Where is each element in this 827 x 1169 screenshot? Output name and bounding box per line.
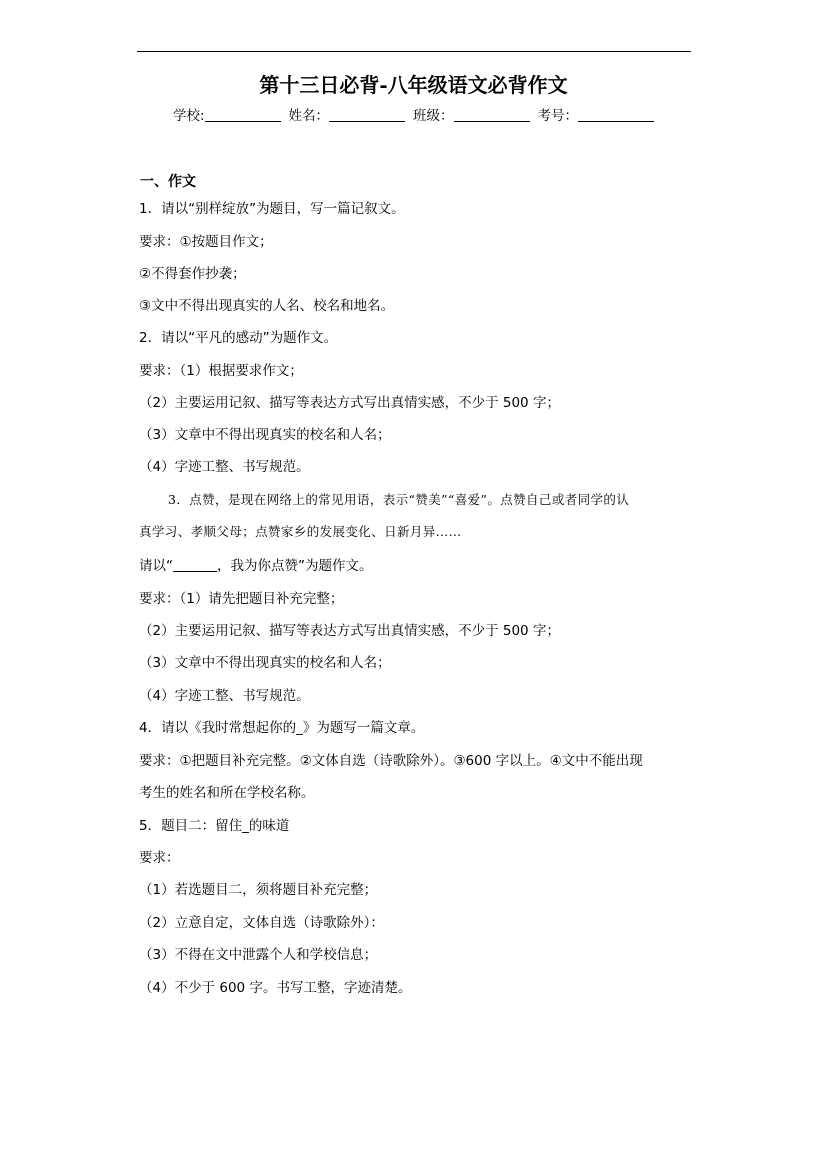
- question-5-requirement-label: 要求：: [139, 850, 180, 866]
- question-5-requirement: （2）立意自定，文体自选（诗歌除外）：: [139, 915, 384, 931]
- question-4-requirement-cont: 考生的姓名和所在学校名称。: [139, 785, 315, 801]
- question-2-prompt: 2．请以“平凡的感动”为题作文。: [139, 330, 338, 346]
- question-3-requirement: 要求：（1）请先把题目补充完整；: [139, 591, 344, 607]
- question-1-requirement: 要求：①按题目作文；: [139, 234, 273, 250]
- class-blank[interactable]: [454, 107, 530, 122]
- question-2-requirement: （3）文章中不得出现真实的校名和人名；: [139, 427, 391, 443]
- question-3-title-post: ，我为你点赞”为题作文。: [217, 558, 373, 574]
- question-5-requirement: （4）不少于 600 字。书写工整，字迹清楚。: [139, 980, 412, 996]
- question-2-requirement: 要求：（1）根据要求作文；: [139, 363, 303, 379]
- header-rule: [137, 51, 691, 52]
- name-blank[interactable]: [329, 107, 405, 122]
- section-title: 一、作文: [140, 174, 196, 190]
- exam-no-blank[interactable]: [578, 107, 654, 122]
- student-info-row: [0, 106, 827, 126]
- question-2-requirement: （4）字迹工整、书写规范。: [139, 459, 310, 475]
- class-label: 班级：: [413, 108, 454, 124]
- question-3-requirement: （2）主要运用记叙、描写等表达方式写出真情实感，不少于 500 字；: [139, 623, 560, 639]
- question-3-prompt-cont: 真学习、孝顺父母；点赞家乡的发展变化、日新月异……: [139, 524, 462, 539]
- question-1-prompt: 1．请以“别样绽放”为题目，写一篇记叙文。: [139, 201, 405, 217]
- question-1-requirement: ③文中不得出现真实的人名、校名和地名。: [139, 298, 395, 314]
- question-3-requirement: （4）字迹工整、书写规范。: [139, 688, 310, 704]
- question-3-requirement: （3）文章中不得出现真实的校名和人名；: [139, 655, 391, 671]
- question-3-prompt: 3．点赞，是现在网络上的常见用语，表示“赞美”“喜爱”。点赞自己或者同学的认: [168, 492, 630, 507]
- question-4-requirement: 要求：①把题目补充完整。②文体自选（诗歌除外）。③600 字以上。④文中不能出现: [139, 753, 643, 769]
- question-3-title-line: [139, 556, 373, 576]
- school-blank[interactable]: [205, 107, 281, 122]
- page-title: 第十三日必背-八年级语文必背作文: [259, 73, 568, 97]
- question-5-requirement: （1）若选题目二，须将题目补充完整；: [139, 882, 378, 898]
- question-2-requirement: （2）主要运用记叙、描写等表达方式写出真情实感，不少于 500 字；: [139, 395, 560, 411]
- question-4-prompt: 4．请以《我时常想起你的_》为题写一篇文章。: [139, 720, 425, 736]
- question-3-title-pre: 请以“: [139, 558, 173, 574]
- school-label: 学校:: [172, 108, 205, 124]
- question-5-prompt: 5．题目二：留住_的味道: [139, 818, 290, 834]
- name-label: 姓名：: [288, 108, 330, 124]
- title-blank[interactable]: [173, 558, 217, 572]
- exam-no-label: 考号：: [537, 108, 579, 124]
- question-5-requirement: （3）不得在文中泄露个人和学校信息；: [139, 947, 378, 963]
- question-1-requirement: ②不得套作抄袭；: [139, 266, 246, 282]
